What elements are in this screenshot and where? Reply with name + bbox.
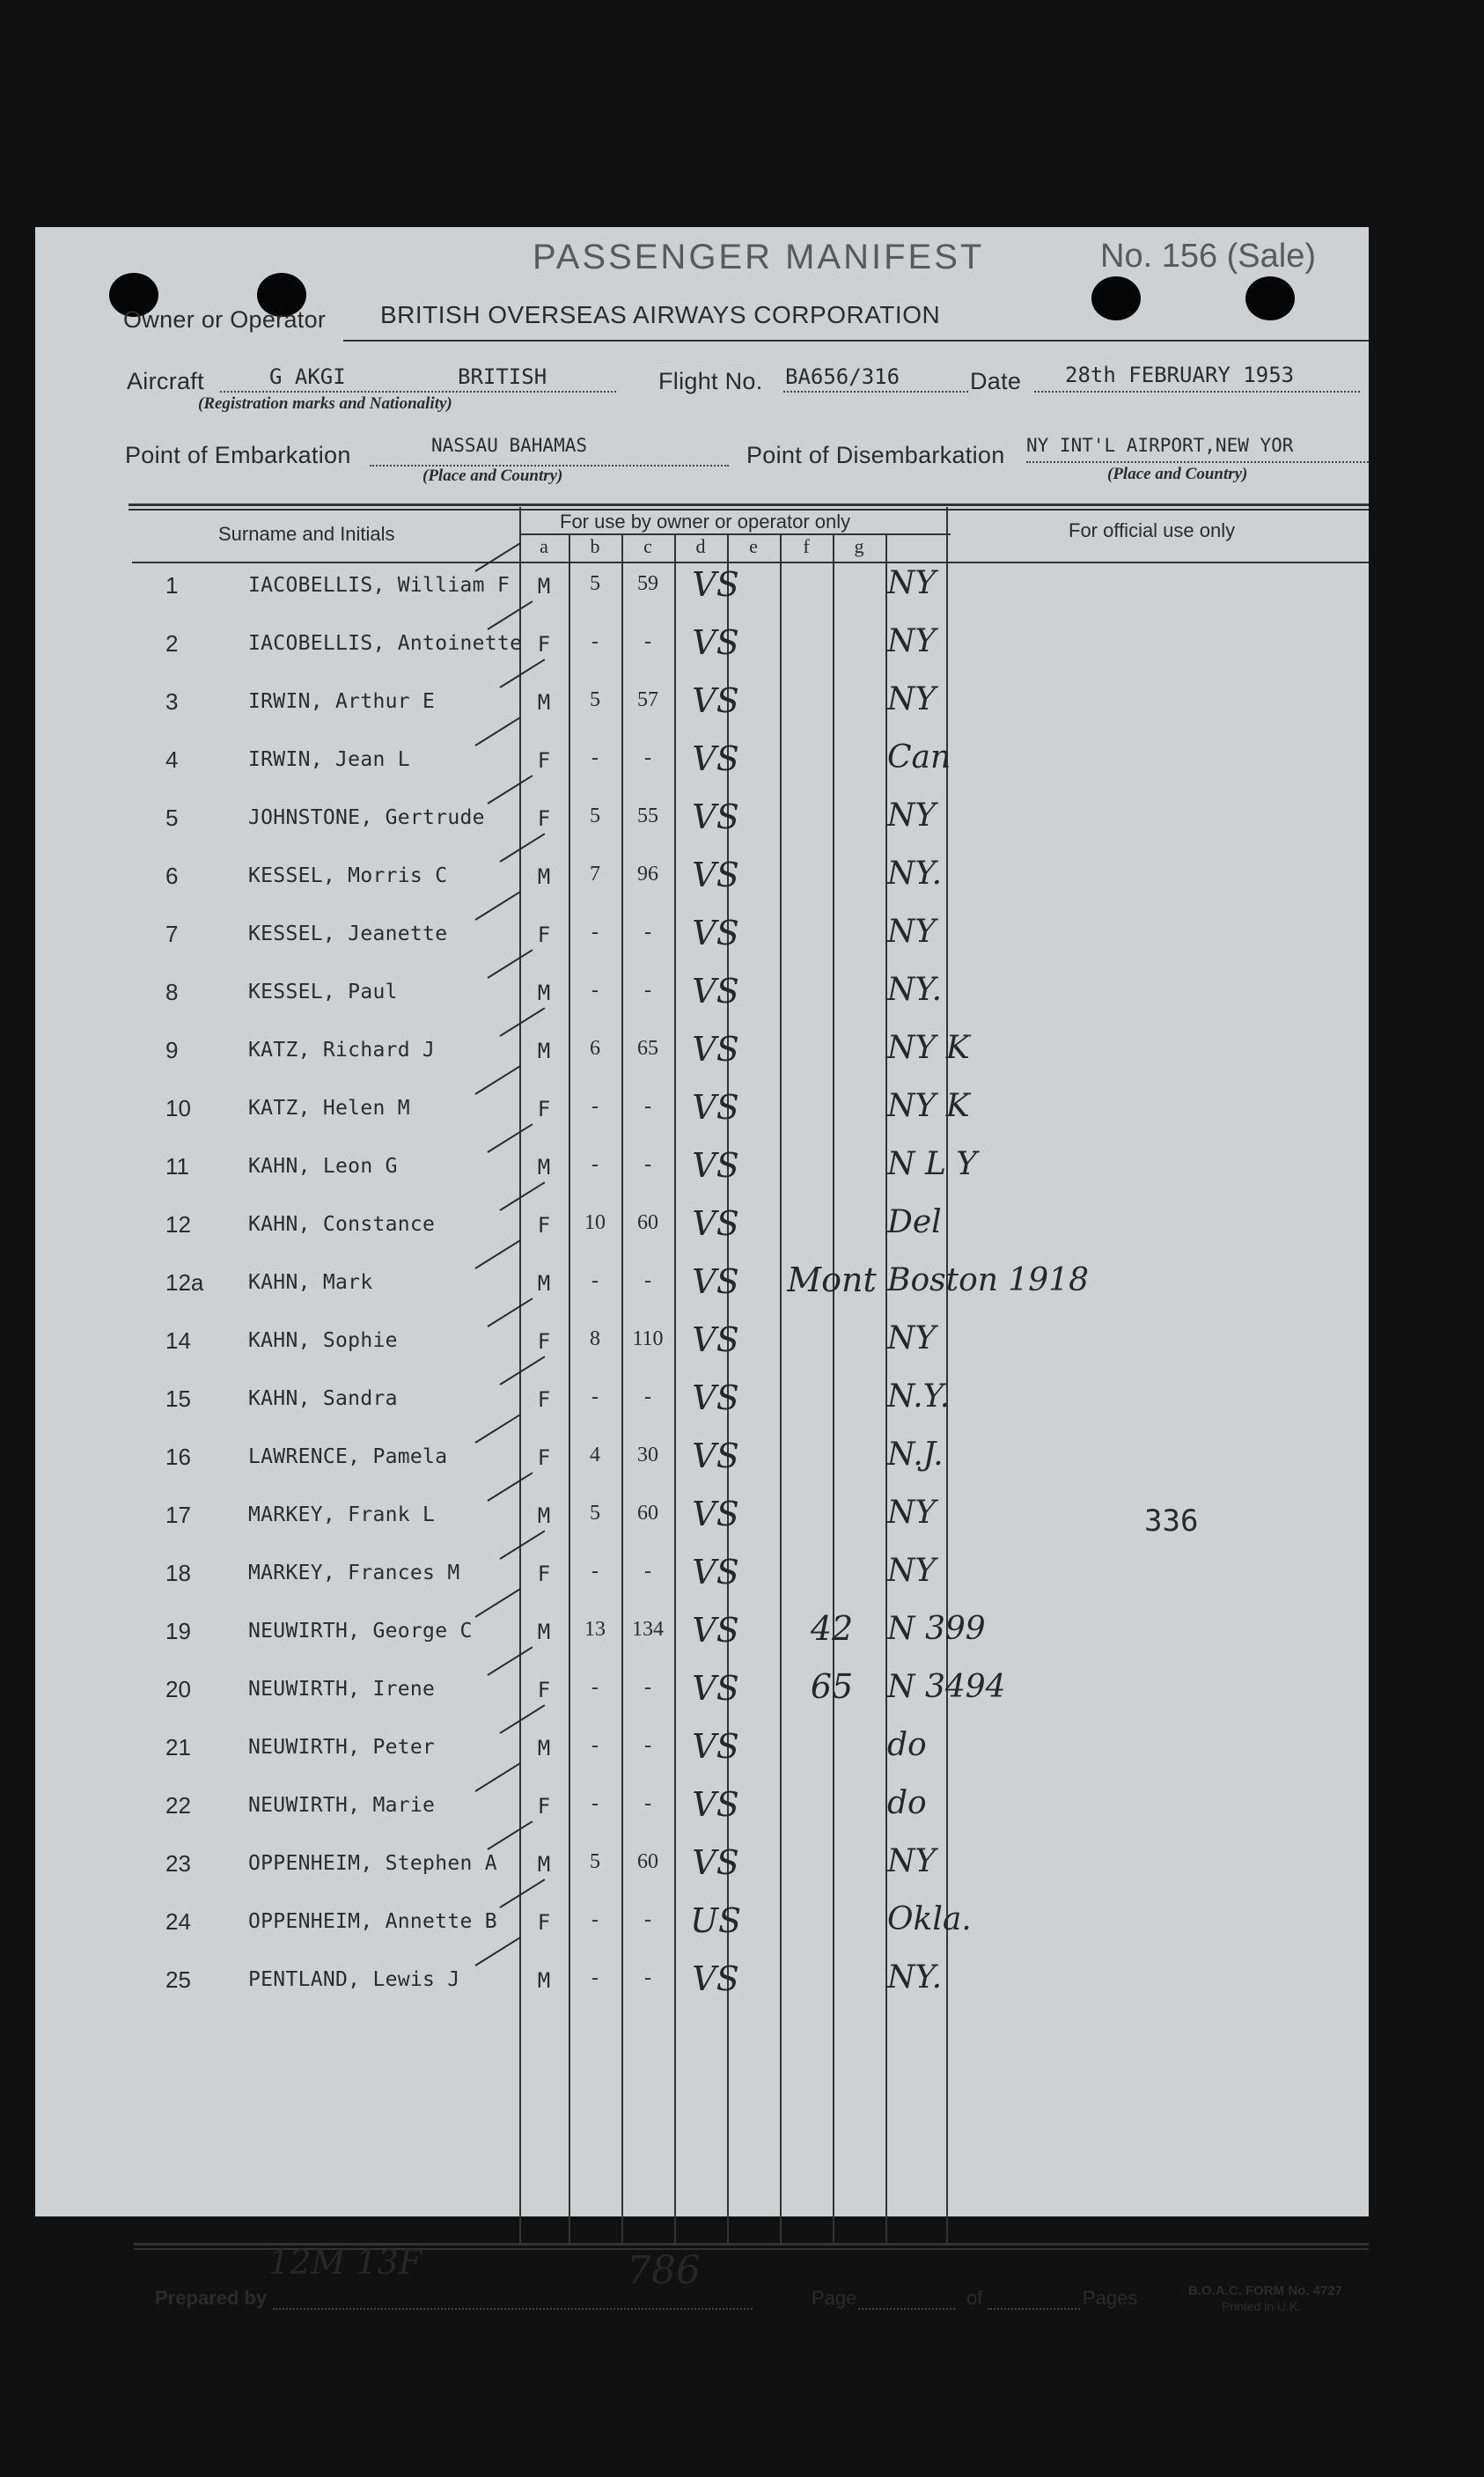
prepared-by-label: Prepared by xyxy=(155,2287,268,2309)
cell-a-sex: M xyxy=(537,1271,551,1296)
passenger-name: OPPENHEIM, Stephen A xyxy=(248,1852,497,1875)
cell-g-destination: NY. xyxy=(887,856,943,892)
table-row xyxy=(35,678,1369,736)
cell-g-destination: NY K xyxy=(887,1030,970,1066)
table-row xyxy=(35,1665,1369,1724)
column-header-e: e xyxy=(749,535,758,557)
passenger-name: IACOBELLIS, Antoinette xyxy=(248,632,523,655)
page-label: Page xyxy=(812,2287,857,2309)
cell-g-destination: NY xyxy=(887,914,937,950)
cell-b: - xyxy=(591,1153,599,1176)
cell-d-visa: VS xyxy=(692,565,739,604)
cell-b: 5 xyxy=(590,1502,600,1525)
table-row xyxy=(35,794,1369,852)
passenger-name: NEUWIRTH, Irene xyxy=(248,1678,436,1701)
cell-g-destination: N 3494 xyxy=(887,1669,1006,1705)
cell-g-destination: do xyxy=(887,1727,927,1763)
cell-d-visa: VS xyxy=(692,914,739,952)
aircraft-dotted-line xyxy=(220,391,616,393)
form-number: No. 156 (Sale) xyxy=(1100,238,1317,275)
passenger-name: KAHN, Leon G xyxy=(248,1155,398,1178)
prepared-by-line xyxy=(273,2308,753,2310)
cell-b: 6 xyxy=(590,1037,600,1060)
disembarkation-label: Point of Disembarkation xyxy=(746,442,1005,468)
cell-c: - xyxy=(644,1095,651,1118)
passenger-name: KAHN, Sandra xyxy=(248,1387,398,1410)
column-header-c: c xyxy=(643,535,652,557)
table-row xyxy=(35,1259,1369,1317)
cell-d-visa: VS xyxy=(692,797,739,836)
cell-b: - xyxy=(591,1269,599,1292)
cell-a-sex: F xyxy=(537,806,551,831)
cell-b: - xyxy=(591,1966,599,1989)
passenger-name: KAHN, Constance xyxy=(248,1213,436,1236)
cell-d-visa: VS xyxy=(692,1204,739,1243)
cell-a-sex: F xyxy=(537,748,551,773)
row-number: 24 xyxy=(165,1908,191,1935)
table-row xyxy=(35,910,1369,968)
row-number: 1 xyxy=(165,572,179,599)
punch-hole xyxy=(1091,276,1141,320)
cell-b: - xyxy=(591,1908,599,1931)
cell-a-sex: M xyxy=(537,690,551,715)
cell-d-visa: VS xyxy=(692,1437,739,1475)
table-row xyxy=(35,620,1369,678)
row-number: 15 xyxy=(165,1386,191,1412)
cell-g-destination: NY xyxy=(887,1320,937,1356)
disembarkation-dotted-line xyxy=(1026,461,1369,463)
table-row xyxy=(35,1375,1369,1433)
cell-c: - xyxy=(644,630,651,653)
row-number: 14 xyxy=(165,1327,191,1354)
table-row xyxy=(35,1956,1369,2014)
cell-g-destination: NY xyxy=(887,1495,937,1531)
row-number: 19 xyxy=(165,1618,191,1644)
passenger-total: 786 xyxy=(627,2248,701,2293)
row-number: 9 xyxy=(165,1037,179,1063)
row-number: 4 xyxy=(165,746,179,773)
cell-g-destination: Can xyxy=(887,739,951,775)
printed-note: Printed in U.K. xyxy=(1222,2299,1302,2313)
passenger-name: KAHN, Mark xyxy=(248,1271,373,1294)
flight-label: Flight No. xyxy=(658,368,763,394)
cell-a-sex: M xyxy=(537,1503,551,1528)
cell-a-sex: F xyxy=(537,1794,551,1819)
cell-d-visa: VS xyxy=(692,739,739,778)
row-number: 18 xyxy=(165,1560,191,1586)
cell-c: 60 xyxy=(637,1502,658,1525)
passenger-name: IACOBELLIS, William F xyxy=(248,574,511,597)
embarkation-value: NASSAU BAHAMAS xyxy=(431,435,588,456)
cell-d-visa: VS xyxy=(692,1262,739,1301)
cell-g-destination: N.Y. xyxy=(887,1378,951,1415)
page-line xyxy=(858,2308,955,2310)
cell-c: 65 xyxy=(637,1037,658,1060)
cell-b: - xyxy=(591,1792,599,1815)
aircraft-label: Aircraft xyxy=(127,368,204,394)
pages-label: Pages xyxy=(1083,2287,1138,2309)
cell-a-sex: M xyxy=(537,1039,551,1063)
cell-a-sex: F xyxy=(537,1910,551,1935)
cell-a-sex: M xyxy=(537,1852,551,1877)
cell-f: Mont xyxy=(787,1261,877,1299)
cell-a-sex: F xyxy=(537,1678,551,1702)
cell-c: - xyxy=(644,1676,651,1699)
passenger-name: NEUWIRTH, Peter xyxy=(248,1736,436,1759)
cell-a-sex: M xyxy=(537,1968,551,1993)
cell-c: - xyxy=(644,1153,651,1176)
cell-c: 60 xyxy=(637,1211,658,1234)
cell-c: - xyxy=(644,1386,651,1408)
cell-g-destination: Boston 1918 xyxy=(887,1262,1089,1298)
cell-b: - xyxy=(591,746,599,769)
cell-d-visa: VS xyxy=(692,1843,739,1882)
cell-a-sex: M xyxy=(537,574,551,599)
cell-g-destination: NY xyxy=(887,623,937,659)
cell-a-sex: F xyxy=(537,922,551,947)
cell-g-destination: NY xyxy=(887,797,937,834)
table-row xyxy=(35,562,1369,620)
cell-c: 134 xyxy=(632,1618,664,1641)
table-row xyxy=(35,1607,1369,1665)
cell-g-destination: N L Y xyxy=(887,1146,978,1182)
cell-d-visa: VS xyxy=(692,681,739,720)
cell-b: - xyxy=(591,1734,599,1757)
cell-c: 57 xyxy=(637,688,658,711)
passenger-name: MARKEY, Frances M xyxy=(248,1562,460,1584)
cell-g-destination: NY. xyxy=(887,972,943,1008)
passenger-name: PENTLAND, Lewis J xyxy=(248,1968,460,1991)
table-row xyxy=(35,1433,1369,1491)
cell-a-sex: M xyxy=(537,1155,551,1180)
row-number: 2 xyxy=(165,630,179,657)
table-row xyxy=(35,1782,1369,1840)
table-row xyxy=(35,1549,1369,1607)
table-row xyxy=(35,1084,1369,1143)
cell-c: - xyxy=(644,979,651,1002)
passenger-name: KATZ, Helen M xyxy=(248,1097,410,1120)
cell-a-sex: M xyxy=(537,1620,551,1644)
cell-b: 5 xyxy=(590,572,600,595)
passenger-name: KESSEL, Jeanette xyxy=(248,922,448,945)
cell-g-destination: NY. xyxy=(887,1959,943,1996)
form-code: B.O.A.C. FORM No. 4727 xyxy=(1188,2283,1343,2298)
cell-d-visa: VS xyxy=(692,1553,739,1591)
row-number: 8 xyxy=(165,979,179,1005)
cell-b: 4 xyxy=(590,1444,600,1466)
row-number: 12 xyxy=(165,1211,191,1238)
cell-b: - xyxy=(591,1676,599,1699)
passenger-name: JOHNSTONE, Gertrude xyxy=(248,806,485,829)
cell-b: 5 xyxy=(590,1850,600,1873)
passenger-rows xyxy=(35,562,1369,2243)
passenger-name: IRWIN, Arthur E xyxy=(248,690,436,713)
table-row xyxy=(35,1201,1369,1259)
cell-a-sex: M xyxy=(537,1736,551,1760)
cell-b: 13 xyxy=(584,1618,606,1641)
cell-b: 8 xyxy=(590,1327,600,1350)
cell-d-visa: VS xyxy=(692,1785,739,1824)
passenger-name: NEUWIRTH, George C xyxy=(248,1620,473,1643)
cell-g-destination: NY xyxy=(887,565,937,601)
column-header-b: b xyxy=(590,535,600,557)
column-header-f: f xyxy=(803,535,810,557)
cell-d-visa: VS xyxy=(692,1146,739,1185)
cell-g-destination: NY xyxy=(887,1553,937,1589)
passenger-name: KESSEL, Morris C xyxy=(248,864,448,887)
cell-c: - xyxy=(644,1269,651,1292)
cell-d-visa: VS xyxy=(692,1727,739,1766)
cell-b: - xyxy=(591,921,599,944)
row-number: 25 xyxy=(165,1966,191,1993)
cell-a-sex: F xyxy=(537,1329,551,1354)
cell-a-sex: F xyxy=(537,1445,551,1470)
row-number: 6 xyxy=(165,863,179,889)
cell-b: 5 xyxy=(590,688,600,711)
cell-a-sex: F xyxy=(537,1562,551,1586)
table-row xyxy=(35,852,1369,910)
cell-a-sex: M xyxy=(537,981,551,1005)
cell-b: - xyxy=(591,1386,599,1408)
passenger-name: KATZ, Richard J xyxy=(248,1039,436,1062)
cell-b: 7 xyxy=(590,863,600,886)
official-number: 336 xyxy=(1144,1503,1199,1539)
cell-c: - xyxy=(644,1966,651,1989)
cell-a-sex: F xyxy=(537,632,551,657)
row-number: 20 xyxy=(165,1676,191,1702)
cell-b: - xyxy=(591,1560,599,1583)
row-number: 12a xyxy=(165,1269,204,1296)
punch-hole xyxy=(1245,276,1295,320)
cell-b: - xyxy=(591,1095,599,1118)
cell-c: 59 xyxy=(637,572,658,595)
operator-header: For use by owner or operator only xyxy=(560,511,851,533)
cell-c: 110 xyxy=(632,1327,664,1350)
cell-c: - xyxy=(644,1734,651,1757)
embarkation-note: (Place and Country) xyxy=(422,467,563,485)
date-label: Date xyxy=(970,368,1022,394)
column-header-g: g xyxy=(854,535,864,557)
cell-c: - xyxy=(644,746,651,769)
passenger-name: OPPENHEIM, Annette B xyxy=(248,1910,497,1933)
cell-b: 5 xyxy=(590,805,600,827)
table-row xyxy=(35,736,1369,794)
owner-label: Owner or Operator xyxy=(123,306,327,333)
cell-a-sex: F xyxy=(537,1097,551,1121)
cell-d-visa: VS xyxy=(692,1378,739,1417)
cell-d-visa: VS xyxy=(692,1030,739,1069)
form-title: PASSENGER MANIFEST xyxy=(533,238,985,276)
cell-g-destination: NY xyxy=(887,681,937,717)
cell-c: 60 xyxy=(637,1850,658,1873)
row-number: 7 xyxy=(165,921,179,947)
cell-g-destination: Del xyxy=(887,1204,942,1240)
flight-dotted-line xyxy=(783,391,968,393)
cell-a-sex: F xyxy=(537,1213,551,1238)
row-number: 16 xyxy=(165,1444,191,1470)
row-number: 21 xyxy=(165,1734,191,1760)
row-number: 5 xyxy=(165,805,179,831)
cell-c: 55 xyxy=(637,805,658,827)
cell-a-sex: F xyxy=(537,1387,551,1412)
of-line xyxy=(988,2308,1080,2310)
cell-g-destination: NY xyxy=(887,1843,937,1879)
check-mark-icon xyxy=(474,542,520,571)
disembarkation-value: NY INT'L AIRPORT,NEW YOR xyxy=(1026,435,1294,456)
cell-d-visa: VS xyxy=(692,1495,739,1533)
flight-number: BA656/316 xyxy=(785,364,900,389)
cell-d-visa: VS xyxy=(692,856,739,894)
cell-c: - xyxy=(644,1792,651,1815)
disembarkation-note: (Place and Country) xyxy=(1107,465,1248,483)
manifest-sheet xyxy=(35,227,1369,2313)
passenger-name: NEUWIRTH, Marie xyxy=(248,1794,436,1817)
row-number: 3 xyxy=(165,688,179,715)
cell-c: - xyxy=(644,1560,651,1583)
row-number: 11 xyxy=(165,1153,189,1180)
row-number: 17 xyxy=(165,1502,191,1528)
embarkation-label: Point of Embarkation xyxy=(125,442,351,468)
cell-d-visa: VS xyxy=(692,1959,739,1998)
cell-g-destination: N.J. xyxy=(887,1437,944,1473)
cell-c: - xyxy=(644,921,651,944)
cell-f: 42 xyxy=(810,1609,854,1648)
owner-value: BRITISH OVERSEAS AIRWAYS CORPORATION xyxy=(380,301,941,328)
cell-d-visa: VS xyxy=(692,1320,739,1359)
row-number: 22 xyxy=(165,1792,191,1819)
owner-underline xyxy=(343,340,1369,342)
cell-d-visa: VS xyxy=(692,1088,739,1127)
date-dotted-line xyxy=(1034,391,1360,393)
cell-d-visa: US xyxy=(689,1901,742,1940)
cell-b: - xyxy=(591,979,599,1002)
table-row xyxy=(35,1840,1369,1898)
aircraft-registration: G AKGI xyxy=(269,364,346,389)
table-row xyxy=(35,1026,1369,1084)
table-row xyxy=(35,1317,1369,1375)
aircraft-nationality: BRITISH xyxy=(458,364,547,389)
cell-d-visa: VS xyxy=(692,623,739,662)
column-header-d: d xyxy=(695,535,706,557)
cell-f: 65 xyxy=(810,1667,854,1706)
passenger-name: KESSEL, Paul xyxy=(248,981,398,1003)
cell-c: 96 xyxy=(637,863,658,886)
cell-g-destination: Okla. xyxy=(887,1901,972,1937)
cell-d-visa: VS xyxy=(692,1611,739,1650)
official-header: For official use only xyxy=(1069,519,1236,541)
cell-c: - xyxy=(644,1908,651,1931)
cell-a-sex: M xyxy=(537,864,551,889)
table-row xyxy=(35,968,1369,1026)
table-row xyxy=(35,1724,1369,1782)
surname-header: Surname and Initials xyxy=(218,523,395,545)
cell-g-destination: NY K xyxy=(887,1088,970,1124)
row-number: 10 xyxy=(165,1095,191,1121)
table-row xyxy=(35,1898,1369,1956)
passenger-name: MARKEY, Frank L xyxy=(248,1503,436,1526)
cell-d-visa: VS xyxy=(692,972,739,1011)
cell-b: 10 xyxy=(584,1211,606,1234)
column-header-a: a xyxy=(540,535,548,557)
cell-c: 30 xyxy=(637,1444,658,1466)
cell-d-visa: VS xyxy=(692,1669,739,1708)
cell-g-destination: do xyxy=(887,1785,927,1821)
table-row xyxy=(35,1143,1369,1201)
date-value: 28th FEBRUARY 1953 xyxy=(1065,363,1295,387)
table-top-rule xyxy=(129,503,1369,506)
aircraft-note: (Registration marks and Nationality) xyxy=(198,394,452,413)
gender-tally: 12M 13F xyxy=(268,2243,422,2282)
cell-g-destination: N 399 xyxy=(887,1611,986,1647)
passenger-name: LAWRENCE, Pamela xyxy=(248,1445,448,1468)
row-number: 23 xyxy=(165,1850,191,1877)
passenger-name: KAHN, Sophie xyxy=(248,1329,398,1352)
of-label: of xyxy=(966,2287,983,2309)
cell-b: - xyxy=(591,630,599,653)
passenger-name: IRWIN, Jean L xyxy=(248,748,410,771)
